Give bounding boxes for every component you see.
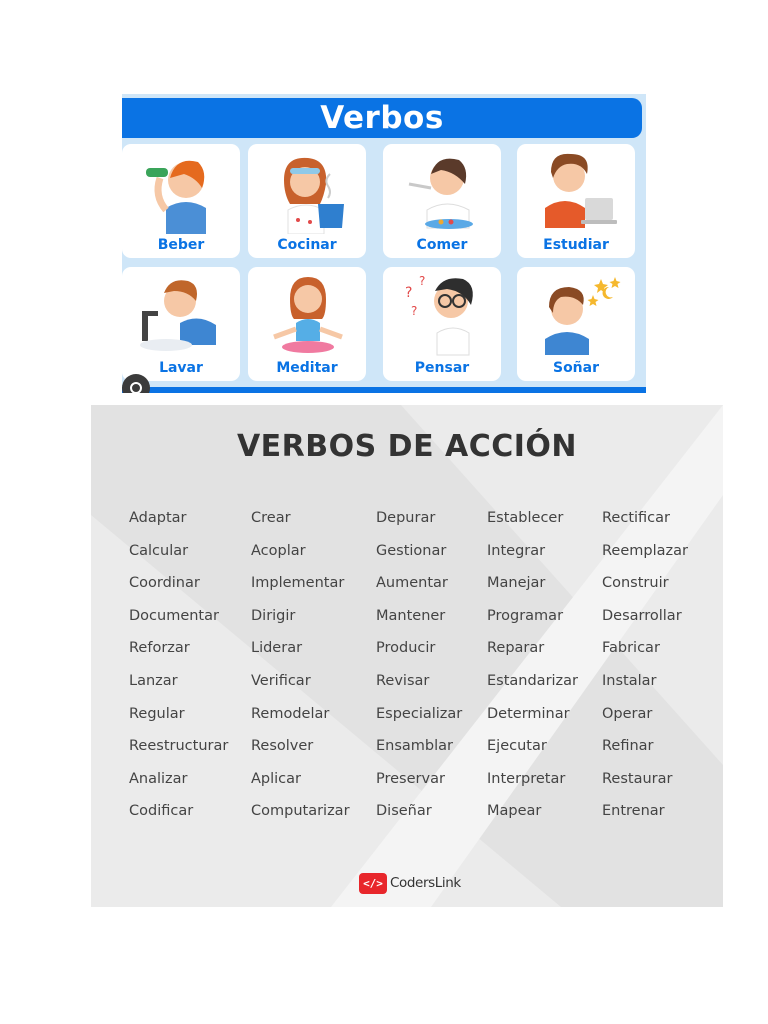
child-meditating-icon — [262, 271, 352, 357]
verb-item: Rectificar — [602, 510, 670, 526]
verb-item: Codificar — [129, 803, 194, 820]
child-drinking-icon — [136, 148, 226, 234]
verb-tile-pensar — [383, 267, 501, 381]
accion-card — [91, 405, 723, 907]
tile-label: Pensar — [414, 360, 470, 376]
verb-item: Lanzar — [129, 672, 178, 689]
verbos-card — [122, 94, 646, 393]
verb-item: Implementar — [251, 575, 345, 592]
verb-item: Construir — [602, 575, 669, 592]
verb-item: Depurar — [376, 510, 436, 526]
verb-item: Remodelar — [251, 705, 330, 722]
child-thinking-icon — [397, 271, 487, 357]
verb-tile-estudiar — [517, 144, 635, 258]
verb-item: Determinar — [487, 705, 570, 722]
verb-item: Ejecutar — [487, 738, 547, 755]
child-dreaming-icon — [531, 271, 621, 357]
verb-item: Adaptar — [129, 510, 187, 526]
verb-item: Gestionar — [376, 542, 447, 559]
verbos-footer-bar — [122, 387, 646, 393]
verb-item: Aplicar — [251, 770, 301, 787]
verb-item: Reemplazar — [602, 542, 688, 559]
verb-item: Estandarizar — [487, 672, 579, 689]
accion-title: VERBOS DE ACCIÓN — [236, 429, 578, 464]
verb-item: Revisar — [376, 672, 430, 689]
verb-tile-beber — [122, 144, 240, 258]
verb-item: Liderar — [251, 640, 303, 657]
verb-item: Refinar — [602, 738, 654, 755]
verb-column-4 — [487, 508, 578, 834]
verb-item: Restaurar — [602, 770, 673, 787]
tile-label: Meditar — [276, 360, 338, 376]
tile-label: Lavar — [159, 360, 203, 376]
verb-item: Acoplar — [251, 542, 306, 559]
tile-label: Estudiar — [543, 237, 609, 253]
child-cooking-icon — [262, 148, 352, 234]
verb-item: Verificar — [251, 672, 311, 689]
verb-column-3 — [376, 508, 462, 834]
verb-item: Computarizar — [251, 803, 350, 820]
verb-tile-sonar — [517, 267, 635, 381]
verb-item: Documentar — [129, 607, 219, 624]
verb-column-1 — [129, 508, 228, 834]
verb-item: Interpretar — [487, 770, 566, 787]
verb-item: Calcular — [129, 542, 189, 559]
svg-text:?: ? — [419, 274, 426, 288]
verb-item: Establecer — [487, 510, 564, 526]
verb-item: Desarrollar — [602, 607, 682, 624]
verb-item: Programar — [487, 607, 564, 624]
svg-text:?: ? — [411, 304, 418, 318]
brand-name: CodersLink — [390, 875, 461, 891]
verbos-title: Verbos — [320, 100, 444, 136]
verb-tile-lavar — [122, 267, 240, 381]
verb-item: Manejar — [487, 575, 546, 592]
tile-label: Soñar — [552, 360, 600, 376]
verb-tile-cocinar — [248, 144, 366, 258]
tile-label: Comer — [416, 237, 468, 253]
child-washing-icon — [136, 271, 226, 357]
verb-item: Entrenar — [602, 803, 665, 820]
verb-item: Resolver — [251, 738, 314, 755]
verb-item: Fabricar — [602, 640, 660, 657]
verb-item: Operar — [602, 705, 653, 722]
verb-item: Especializar — [376, 705, 463, 722]
verb-item: Mantener — [376, 607, 446, 624]
svg-text:?: ? — [405, 285, 413, 301]
verb-column-2 — [251, 508, 350, 834]
verbos-header — [122, 98, 642, 138]
verb-item: Dirigir — [251, 607, 296, 624]
verb-item: Reforzar — [129, 640, 190, 657]
child-eating-icon — [397, 148, 487, 234]
verb-item: Integrar — [487, 542, 546, 559]
verb-item: Producir — [376, 640, 436, 657]
verb-item: Aumentar — [376, 575, 448, 592]
coderslink-logo — [359, 871, 461, 895]
verb-item: Coordinar — [129, 575, 200, 592]
verb-item: Crear — [251, 510, 291, 526]
verb-item: Preservar — [376, 770, 445, 787]
verb-item: Regular — [129, 705, 185, 722]
tile-label: Cocinar — [277, 237, 337, 253]
verb-item: Analizar — [129, 770, 188, 787]
verb-item: Mapear — [487, 803, 542, 820]
tile-label: Beber — [157, 237, 205, 253]
child-studying-icon — [531, 148, 621, 234]
verb-item: Reparar — [487, 640, 545, 657]
code-brackets-icon: </> — [359, 873, 387, 894]
verb-tile-comer — [383, 144, 501, 258]
verb-item: Diseñar — [376, 803, 432, 820]
verb-tile-meditar — [248, 267, 366, 381]
verb-item: Reestructurar — [129, 738, 229, 755]
verb-item: Ensamblar — [376, 738, 453, 755]
verb-column-5 — [602, 508, 688, 834]
verb-item: Instalar — [602, 672, 657, 689]
